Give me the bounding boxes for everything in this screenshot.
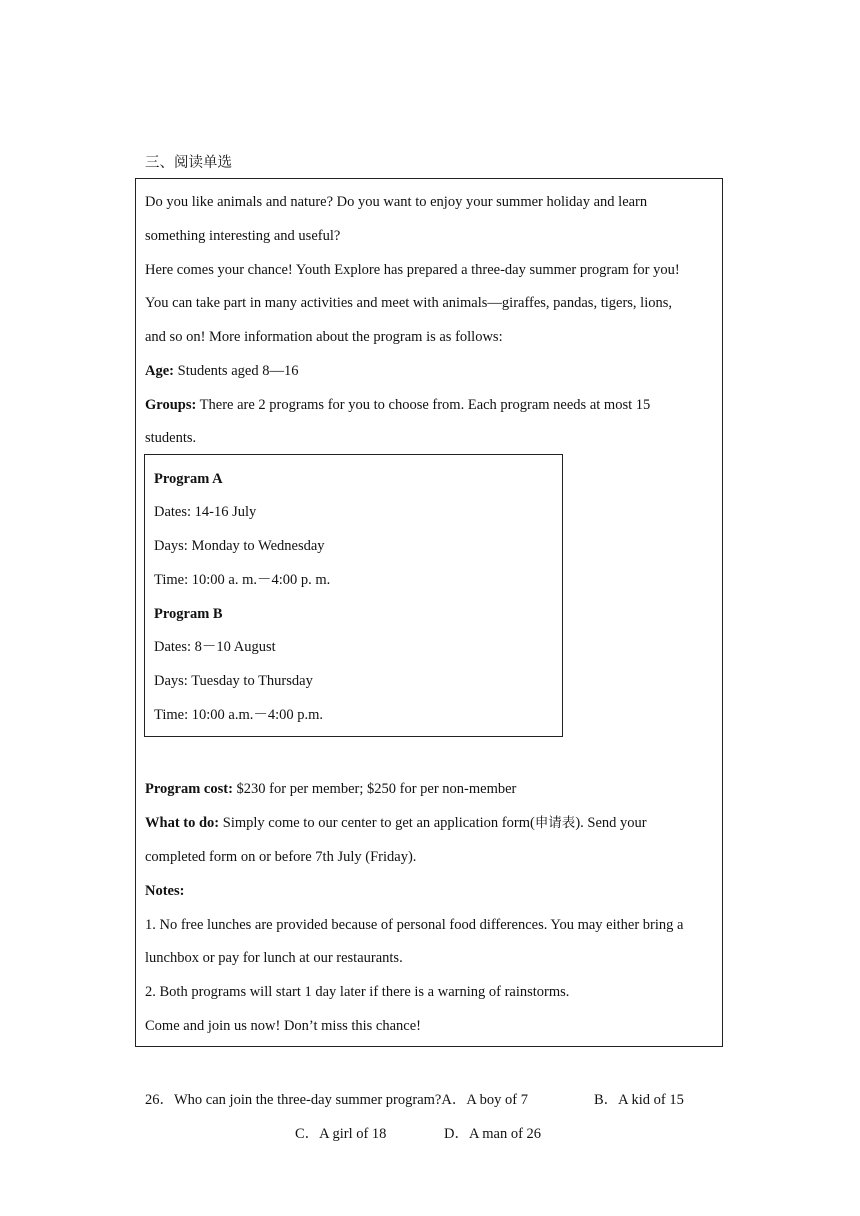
section-title: 三、阅读单选	[145, 155, 232, 171]
groups-value: There are 2 programs for you to choose from. Each program needs at most 15	[196, 397, 651, 413]
whattodo-line-cont: completed form on or before 7th July (Friday).	[145, 849, 417, 865]
whattodo-value-end: ). Send your	[575, 815, 647, 831]
cost-value: $230 for per member; $250 for per non-member	[232, 781, 517, 797]
whattodo-value: Simply come to our center to get an application form(	[219, 815, 535, 831]
whattodo-line	[145, 813, 647, 833]
option-c[interactable]: C．A girl of 18	[295, 1126, 387, 1142]
whattodo-label: What to do:	[145, 815, 220, 831]
program-b-title-text: Program B	[154, 606, 223, 622]
option-b[interactable]: B．A kid of 15	[594, 1092, 684, 1108]
question-26-stem	[145, 1090, 528, 1110]
notes-heading	[145, 881, 184, 901]
groups-line-cont: students.	[145, 430, 197, 446]
note-2: 2. Both programs will start 1 day later if there is a warning of rainstorms.	[145, 984, 570, 1000]
program-a-dates: Dates: 14-16 July	[154, 504, 257, 520]
passage-intro-line: something interesting and useful?	[145, 228, 341, 244]
program-a-title	[154, 469, 223, 489]
program-a-title-text: Program A	[154, 471, 223, 487]
whattodo-gloss: 申请表	[534, 815, 576, 831]
program-a-days: Days: Monday to Wednesday	[154, 538, 325, 554]
passage-intro-line: and so on! More information about the program is as follows:	[145, 329, 503, 345]
note-1: 1. No free lunches are provided because of personal food differences. You may either bring a	[145, 917, 684, 933]
question-stem: 26．Who can join the three-day summer program?	[145, 1092, 442, 1108]
age-label: Age:	[145, 363, 174, 379]
age-line	[145, 361, 298, 381]
note-1-cont: lunchbox or pay for lunch at our restaurants.	[145, 950, 403, 966]
groups-label: Groups:	[145, 397, 197, 413]
program-schedule-box	[144, 454, 563, 737]
cost-line	[145, 779, 516, 799]
option-d[interactable]: D．A man of 26	[444, 1126, 542, 1142]
cost-label: Program cost:	[145, 781, 233, 797]
age-value: Students aged 8—16	[174, 363, 299, 379]
closing-line: Come and join us now! Don’t miss this chance!	[145, 1018, 422, 1034]
program-b-title	[154, 604, 223, 624]
passage-intro-line: You can take part in many activities and meet with animals—giraffes, pandas, tigers, lions,	[145, 295, 672, 311]
program-b-dates: Dates: 8－10 August	[154, 639, 276, 655]
notes-label: Notes:	[145, 883, 185, 899]
program-a-time: Time: 10:00 a. m.－4:00 p. m.	[154, 572, 331, 588]
passage-intro-line: Do you like animals and nature? Do you want to enjoy your summer holiday and learn	[145, 194, 648, 210]
program-b-days: Days: Tuesday to Thursday	[154, 673, 313, 689]
passage-intro-line: Here comes your chance! Youth Explore has prepared a three-day summer program for you!	[145, 262, 680, 278]
option-a[interactable]: A．A boy of 7	[441, 1092, 528, 1108]
program-b-time: Time: 10:00 a.m.－4:00 p.m.	[154, 707, 324, 723]
groups-line	[145, 395, 650, 415]
